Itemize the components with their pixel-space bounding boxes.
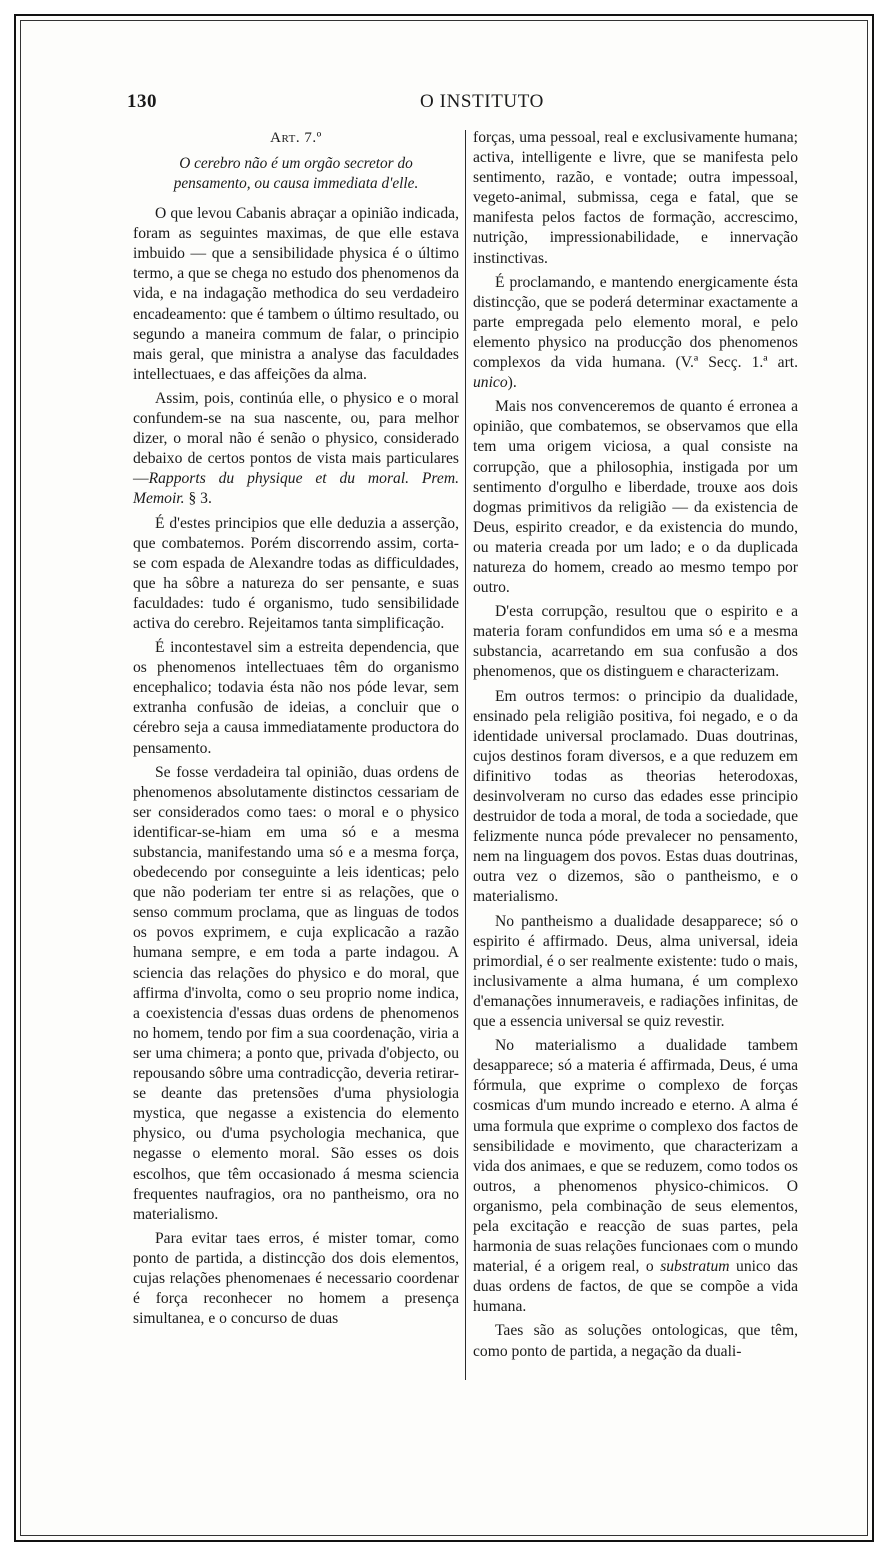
- paragraph: [473, 1036, 798, 1317]
- column-divider: [465, 130, 466, 1380]
- reference-unico: unico: [473, 374, 508, 392]
- paragraph: Se fosse verdadeira tal opinião, duas ordens de phenomenos absolutamente distinctos cessariam de ser considerados como taes: o moral e o physico identificar-se-hiam em uma só e a mesma substancia, manifestando uma só e a mesma força, obedecendo por conseguinte a leis identicas; pelo que não poderiam ter entre si as relações, que o senso commum proclama, que as linguas de todos os povos exprimem, e cuja explicacão a razão humana sempre, e em toda a parte indagou. A sciencia das relações do physico e do moral, que affirma d'involta, como o seu proprio nome indica, a coexistencia d'essas duas ordens de phenomenos no homem, tendo por fim a sua coordenação, viria a ser uma chimera; a ponto que, privada d'objecto, ou repousando sôbre uma contradicção, deveria retirar-se deante das pretensões d'uma physiologia mystica, que negasse a existencia do elemento physico, ou d'uma psychologia mechanica, que negasse o elemento moral. São esses os dois escolhos, que têm occasionado á mesma sciencia frequentes naufragios, ora no pantheismo, ora no materialismo.: [133, 763, 459, 1223]
- paragraph: [133, 389, 459, 510]
- paragraph: É incontestavel sim a estreita dependencia, que os phenomenos intellectuaes têm do organismo encephalico; todavia ésta não nos póde levar, sem extranha confusão de ideias, a concluir que o cérebro seja a causa immediatamente productora do pensamento.: [133, 639, 459, 757]
- term-substratum: substratum: [660, 1258, 730, 1276]
- paragraph-text: Assim, pois, continúa elle, o physico e o moral confundem-se na sua nascente, ou, para melhor dizer, o moral não é senão o physico, considerado debaixo de certos pontos de vista mais particulares —: [133, 389, 459, 488]
- reference-close: ).: [507, 374, 517, 392]
- paragraph: forças, uma pessoal, real e exclusivamente humana; activa, intelligente e livre, que se manifesta pelo sentimento, razão, e vontade; outra impessoal, vegeto-animal, submissa, cega e fatal, que se manifesta pelos factos de formação, accrescimo, nutrição, impressionabilidade, e innervação instinctivas.: [473, 129, 798, 267]
- running-title: O INSTITUTO: [420, 91, 544, 112]
- page-number: 130: [127, 91, 157, 112]
- paragraph: Taes são as soluções ontologicas, que têm, como ponto de partida, a negação da duali-: [473, 1322, 798, 1360]
- paragraph-tail: unico das duas ordens de factos, de que se compõe a vida humana.: [473, 1258, 798, 1316]
- paragraph-text: É proclamando, e mantendo energicamente ésta distincção, que se poderá determinar exactamente a parte empregada pelo elemento moral, e pelo elemento physico na producção dos phenomenos complexos da vida humana. (V.ª Secç. 1.ª art.: [473, 273, 798, 372]
- article-heading: Art. 7.º: [270, 130, 322, 146]
- paragraph: No pantheismo a dualidade desapparece; só o espirito é affirmado. Deus, alma universal, ideia primordial, é o ser realmente existente: tudo o mais, inclusivamente a alma humana, é um complexo d'emanações innumeraveis, e radiações infinitas, de que a essencia universal se quiz revestir.: [473, 912, 798, 1031]
- paragraph-text: No materialismo a dualidade tambem desapparece; só a materia é affirmada, Deus, é uma fórmula, que exprime o complexo de forças cosmicas d'um mundo increado e eterno. A alma é uma formula que exprime o complexo dos factos de sensibilidade e movimento, que characterizam a vida dos animaes, e que se reduzem, como todos os outros, a phenomenos physico-chimicos. O organismo, pela combinação de seus elementos, pela excitação e reacção de suas partes, pela harmonia de suas relações funcionaes com o mundo material, é a origem real, o: [473, 1037, 798, 1276]
- citation-title: Rapports du physique et du moral. Prem. Memoir.: [133, 470, 459, 508]
- left-column: [133, 128, 459, 1333]
- right-column: [473, 128, 798, 1366]
- paragraph: O que levou Cabanis abraçar a opinião indicada, foram as seguintes maximas, de que elle estava imbuido — que a sensibilidade physica é o último termo, a que se chega no estudo dos phenomenos da vida, e na indagação methodica do seu verdadeiro encadeamento: que é tambem o último resultado, ou segundo a maneira commum de falar, o principio mais geral, que ministra a analyse das faculdades intellectuaes, e das affeições da alma.: [133, 205, 459, 383]
- citation-section: § 3.: [184, 490, 212, 508]
- paragraph: Mais nos convenceremos de quanto é erronea a opinião, que combatemos, se observamos que ella tem uma origem viciosa, a qual consiste na corrupção, que a philosophia, instigada por um sentimento d'orgulho e liberdade, trouxe aos dois dogmas primitivos da religião — da existencia de Deus, espirito creador, e da existencia do mundo, ou materia creada por um lado; e o da duplicada natureza do homem, creado ao mesmo tempo por outro.: [473, 398, 798, 597]
- paragraph: Para evitar taes erros, é mister tomar, como ponto de partida, a distincção dos dois elementos, cujas relações phenomenaes é necessario coordenar é força reconhecer no homem a presença simultanea, e o concurso de duas: [133, 1229, 459, 1328]
- paragraph: É d'estes principios que elle deduzia a asserção, que combatemos. Porém discorrendo assim, corta-se com espada de Alexandre todas as difficuldades, que ha sôbre a natureza do ser pensante, e suas faculdades: tudo é organismo, tudo sensibilidade activa do cerebro. Rejeitamos tanta simplificação.: [133, 514, 459, 632]
- article-subtitle: O cerebro não é um orgão secretor do pensamento, ou causa immediata d'elle.: [173, 155, 419, 193]
- paragraph: [473, 273, 798, 394]
- paragraph: Em outros termos: o principio da dualidade, ensinado pela religião positiva, foi negado, e o da identidade universal proclamado. Duas doutrinas, cujos destinos foram diversos, e a que reduzem em difinitivo todas as theorias heterodoxas, desinvolveram no curso das edades esse principio destruidor de toda a moral, de toda a sociedade, que felizmente nunca póde prevalecer no pensamento, nem na linguagem dos povos. Estas duas doutrinas, outra vez o dizemos, são o pantheismo, e o materialismo.: [473, 687, 798, 906]
- paragraph: D'esta corrupção, resultou que o espirito e a materia foram confundidos em uma só e a mesma substancia, acarretando em sua confusão a dos phenomenos, que os distinguem e characterizam.: [473, 603, 798, 681]
